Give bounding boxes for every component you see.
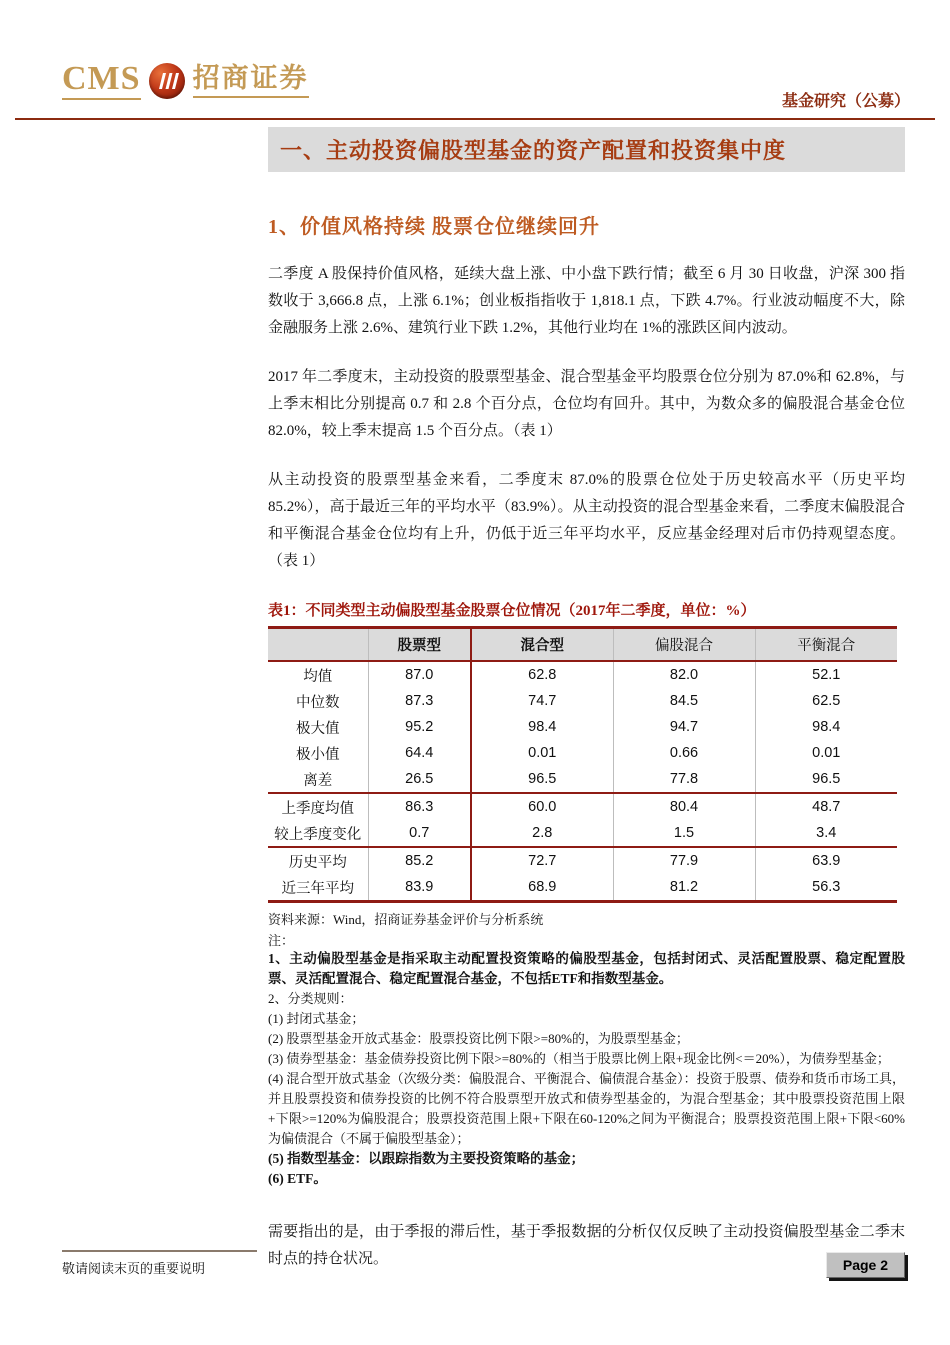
row-label-cell: 较上季度变化 <box>268 820 368 847</box>
table-row <box>268 820 897 847</box>
value-cell: 77.8 <box>613 766 755 793</box>
row-label-cell: 极大值 <box>268 714 368 740</box>
table-row <box>268 714 897 740</box>
value-cell: 62.5 <box>812 693 841 709</box>
table-source: 资料来源：Wind，招商证券基金评价与分析系统 <box>268 912 544 927</box>
value-cell: 96.5 <box>471 766 613 793</box>
row-label-cell: 均值 <box>268 661 368 688</box>
paragraph-market-review: 二季度 A 股保持价值风格，延续大盘上涨、中小盘下跌行情；截至 6 月 30 日收盘，沪深 300 指数收于 3,666.8 点，上涨 6.1%；创业板指指收于 1,818.1 点，下跌 4.7%。行业波动幅度不大，除金融服务上涨 2.6%、建筑行业下跌 1.2%，其他行业均在 1%的涨跌区间内波动。 <box>268 266 905 336</box>
value-cell: 52.1 <box>812 667 841 683</box>
value-cell: 63.9 <box>812 853 841 869</box>
value-cell: 74.7 <box>471 688 613 714</box>
table-row <box>268 688 897 714</box>
positions-table <box>268 626 897 903</box>
note-item: (6) ETF。 <box>268 1171 327 1186</box>
table-row <box>268 661 897 688</box>
value-cell: 98.4 <box>471 714 613 740</box>
value-cell: 95.2 <box>368 714 471 740</box>
value-cell: 84.5 <box>613 688 755 714</box>
footer-disclaimer-block <box>62 1250 257 1278</box>
value-cell: 96.5 <box>812 771 841 787</box>
value-cell: 0.66 <box>613 740 755 766</box>
header-divider <box>15 118 935 120</box>
notes-label: 注： <box>268 933 295 948</box>
value-cell: 60.0 <box>471 793 613 820</box>
table-header <box>268 628 897 662</box>
chapter-title-banner: 一、主动投资偏股型基金的资产配置和投资集中度 <box>268 127 905 172</box>
paragraph-position-change: 2017 年二季度末，主动投资的股票型基金、混合型基金平均股票仓位分别为 87.0%和 62.8%，与上季末相比分别提高 0.7 和 2.8 个百分点，仓位均有回升。其中，为数众多的偏股混合基金仓位 82.0%，较上季末提高 1.5 个百分点。（表 1） <box>268 369 905 439</box>
main-content <box>268 127 905 1273</box>
column-header: 股票型 <box>368 628 471 662</box>
paragraph-position-analysis: 从主动投资的股票型基金来看，二季度末 87.0%的股票仓位处于历史较高水平（历史平均 85.2%），高于最近三年的平均水平（83.9%）。从主动投资的混合型基金来看，二季度末偏股混合和平衡混合基金仓位均有上升，仍低于近三年平均水平，反应基金经理对后市仍持观望态度。（表 1） <box>268 472 905 569</box>
value-cell: 77.9 <box>613 847 755 874</box>
value-cell: 86.3 <box>368 793 471 820</box>
cms-logo-text: CMS <box>62 62 141 100</box>
row-label-cell: 历史平均 <box>268 847 368 874</box>
row-label-cell: 离差 <box>268 766 368 793</box>
value-cell: 68.9 <box>471 874 613 902</box>
row-label-cell: 上季度均值 <box>268 793 368 820</box>
value-cell: 3.4 <box>816 825 837 841</box>
value-cell: 83.9 <box>368 874 471 902</box>
value-cell: 2.8 <box>471 820 613 847</box>
notes-block <box>268 949 905 1189</box>
note-item: (3) 债券型基金：基金债券投资比例下限>=80%的（相当于股票比例上限+现金比例<＝20%），为债券型基金； <box>268 1051 890 1066</box>
value-cell: 87.3 <box>368 688 471 714</box>
value-cell: 0.01 <box>812 745 841 761</box>
value-cell: 1.5 <box>613 820 755 847</box>
row-label-cell: 极小值 <box>268 740 368 766</box>
value-cell: 56.3 <box>812 879 841 895</box>
column-header <box>268 628 368 662</box>
table-row-group <box>268 793 897 847</box>
value-cell: 81.2 <box>613 874 755 902</box>
table-row <box>268 766 897 793</box>
table-header-row <box>268 628 897 662</box>
value-cell: 26.5 <box>368 766 471 793</box>
value-cell: 48.7 <box>812 799 841 815</box>
footer-divider <box>62 1250 257 1252</box>
table-row-group <box>268 847 897 902</box>
note-item: (5) 指数型基金：以跟踪指数为主要投资策略的基金； <box>268 1151 585 1166</box>
note-item: (1) 封闭式基金； <box>268 1011 365 1026</box>
page-number-badge: Page 2 <box>826 1252 905 1278</box>
value-cell: 94.7 <box>613 714 755 740</box>
value-cell: 62.8 <box>471 661 613 688</box>
report-category-label: 基金研究（公募） <box>781 93 910 110</box>
footer-disclaimer: 敬请阅读末页的重要说明 <box>62 1261 206 1276</box>
value-cell: 64.4 <box>368 740 471 766</box>
table-row <box>268 847 897 874</box>
company-name: 招商证券 <box>193 65 309 98</box>
paragraph-closing: 需要指出的是，由于季报的滞后性，基于季报数据的分析仅仅反映了主动投资偏股型基金二季末时点的持仓状况。 <box>268 1224 905 1267</box>
cms-logo-icon <box>149 63 185 99</box>
column-header: 偏股混合 <box>613 628 755 662</box>
note-item: (2) 股票型基金开放式基金：股票投资比例下限>=80%的，为股票型基金； <box>268 1031 689 1046</box>
value-cell: 80.4 <box>613 793 755 820</box>
value-cell: 0.01 <box>471 740 613 766</box>
value-cell: 87.0 <box>368 661 471 688</box>
value-cell: 0.7 <box>368 820 471 847</box>
column-header: 混合型 <box>471 628 613 662</box>
table-row <box>268 793 897 820</box>
value-cell: 72.7 <box>471 847 613 874</box>
table-row <box>268 874 897 902</box>
note-item: (4) 混合型开放式基金（次级分类：偏股混合、平衡混合、偏债混合基金）：投资于股票、债券和货币市场工具，并且股票投资和债券投资的比例不符合股票型开放式和债券型基金的，为混合型基金；其中股票投资范围上限+下限>=120%为偏股混合；股票投资范围上限+下限在60-120%之间为平衡混合；股票投资范围上限+下限<60%为偏债混合（不属于偏股型基金）； <box>268 1071 905 1146</box>
value-cell: 82.0 <box>613 661 755 688</box>
table-row-group <box>268 661 897 793</box>
row-label-cell: 近三年平均 <box>268 874 368 902</box>
column-header: 平衡混合 <box>797 638 856 654</box>
table-row <box>268 740 897 766</box>
note-item: 1、主动偏股型基金是指采取主动配置投资策略的偏股型基金，包括封闭式、灵活配置股票、稳定配置股票、灵活配置混合、稳定配置混合基金，不包括ETF和指数型基金。 <box>268 951 905 986</box>
table-title: 表1：不同类型主动偏股型基金股票仓位情况（2017年二季度，单位：%） <box>268 603 756 619</box>
value-cell: 85.2 <box>368 847 471 874</box>
note-item: 2、分类规则： <box>268 991 353 1006</box>
report-header <box>62 62 910 114</box>
section-heading: 1、价值风格持续 股票仓位继续回升 <box>268 216 600 238</box>
row-label-cell: 中位数 <box>268 688 368 714</box>
value-cell: 98.4 <box>812 719 841 735</box>
